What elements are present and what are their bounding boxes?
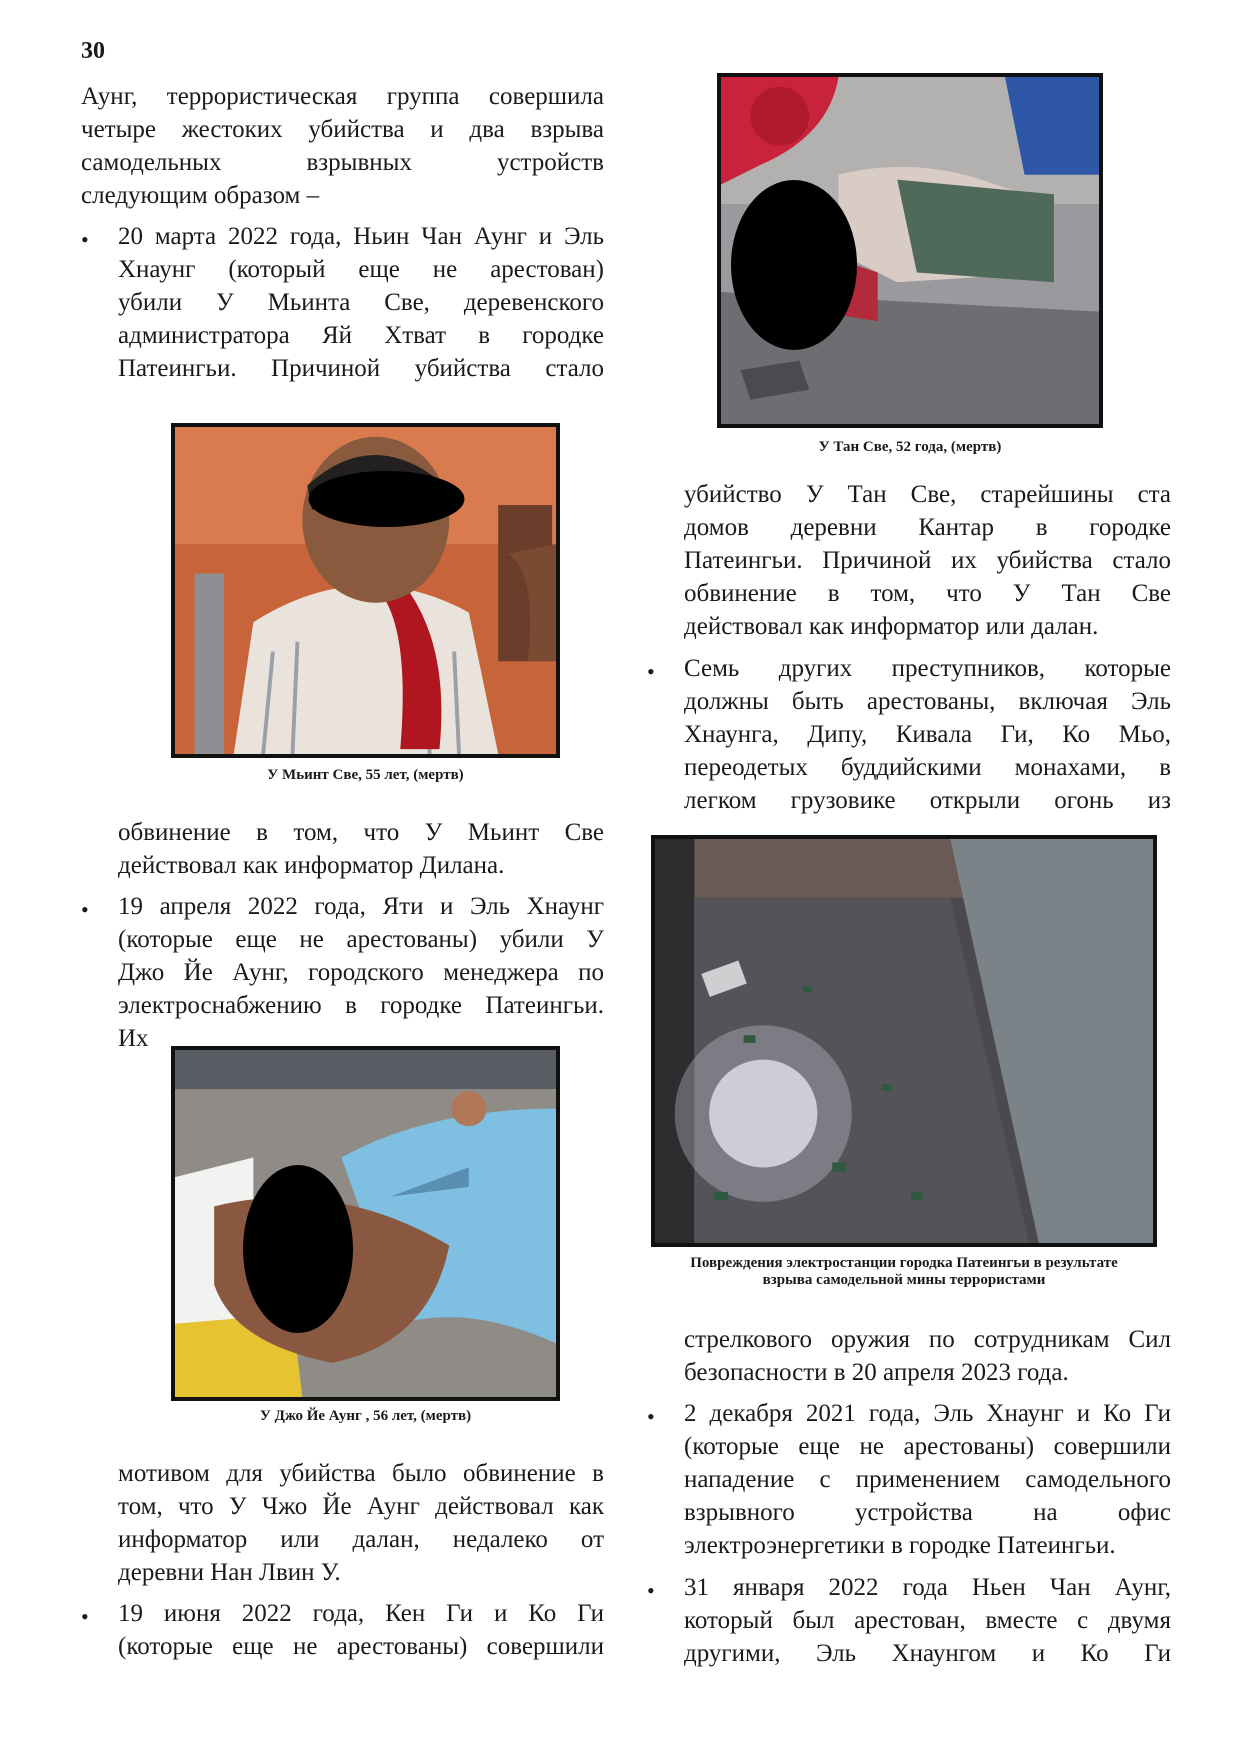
text-line: 31 января 2022 года Ньен Чан Аунг, (684, 1574, 1171, 1601)
text-line: Патеингьи. Причиной их убийства стало (684, 547, 1171, 574)
bullet-item-june-cont (684, 478, 1171, 643)
text-line: Джо Йе Аунг, городского менеджера по (118, 959, 604, 986)
text-line: 19 апреля 2022 года, Яти и Эль Хнаунг (118, 893, 604, 920)
bullet-item-seven (684, 652, 1171, 817)
text-line: домов деревни Кантар в городке (684, 514, 1171, 541)
caption-line: Повреждения электростанции городка Патеингьи в результате (690, 1255, 1118, 1271)
bullet-marker: • (647, 659, 655, 684)
caption-photo-2: У Джо Йе Аунг , 56 лет, (мертв) (259, 1408, 472, 1424)
caption-photo-3: У Тан Све, 52 года, (мертв) (818, 439, 1002, 455)
text-line: том, что У Чжо Йе Аунг действовал как (118, 1493, 604, 1520)
text-line: деревни Нан Лвин У. (118, 1559, 341, 1586)
text-line: Хнаунг (который еще не арестован) (118, 256, 604, 283)
text-line: должны быть арестованы, включая Эль (684, 688, 1171, 715)
text-line: 2 декабря 2021 года, Эль Хнаунг и Ко Ги (684, 1400, 1171, 1427)
text-line: (которые еще не арестованы) совершили (684, 1433, 1171, 1460)
text-line: Их (118, 1025, 149, 1052)
text-line: электроэнергетики в городке Патеингьи. (684, 1532, 1116, 1559)
victim-photo-2 (171, 1046, 560, 1401)
text-line: действовал как информатор или далан. (684, 613, 1099, 640)
text-line: взрывного устройства на офис (684, 1499, 1171, 1526)
text-line: который был арестован, вместе с двумя (684, 1607, 1171, 1634)
text-line: обвинение в том, что У Тан Све (684, 580, 1171, 607)
bullet-item-june (118, 1597, 604, 1663)
text-line: 19 июня 2022 года, Кен Ги и Ко Ги (118, 1600, 604, 1627)
text-line: (которые еще не арестованы) убили У (118, 926, 604, 953)
bullet-item-december (684, 1397, 1171, 1562)
bullet-marker: • (647, 1404, 655, 1429)
text-line: мотивом для убийства было обвинение в (118, 1460, 604, 1487)
text-line: электроснабжению в городке Патеингьи. (118, 992, 604, 1019)
caption-photo-1: У Мьинт Све, 55 лет, (мертв) (267, 767, 464, 783)
text-line: безопасности в 20 апреля 2023 года. (684, 1359, 1069, 1386)
damage-photo (651, 835, 1157, 1247)
caption-damage-photo (651, 1255, 1157, 1289)
text-line: действовал как информатор Дилана. (118, 852, 505, 879)
bullet-item-april (118, 890, 604, 1055)
text-line: обвинение в том, что У Мьинт Све (118, 819, 604, 846)
text-line: 20 марта 2022 года, Ньин Чан Аунг и Эль (118, 223, 604, 250)
text-line: другими, Эль Хнаунгом и Ко Ги (684, 1640, 1171, 1667)
bullet-item-seven-cont (684, 1323, 1171, 1389)
text-line: убийство У Тан Све, старейшины ста (684, 481, 1171, 508)
text-line: Аунг, террористическая группа совершила (81, 83, 604, 110)
caption-line: взрыва самодельной мины террористами (762, 1272, 1046, 1288)
text-line: следующим образом – (81, 182, 320, 209)
bullet-item-march (118, 220, 604, 385)
text-line: убили У Мьинта Све, деревенского (118, 289, 604, 316)
text-line: нападение с применением самодельного (684, 1466, 1171, 1493)
page-number: 30 (81, 38, 105, 64)
text-line: легком грузовике открыли огонь из (684, 787, 1171, 814)
victim-photo-3 (717, 73, 1103, 428)
text-line: информатор или далан, недалеко от (118, 1526, 604, 1553)
text-line: самодельных взрывных устройств (81, 149, 604, 176)
bullet-marker: • (81, 1604, 89, 1629)
text-line: Патеингьи. Причиной убийства стало (118, 355, 604, 382)
text-line: (которые еще не арестованы) совершили (118, 1633, 604, 1660)
bullet-marker: • (647, 1578, 655, 1603)
bullet-item-january (684, 1571, 1171, 1670)
text-line: переодетых буддийскими монахами, в (684, 754, 1171, 781)
text-line: стрелкового оружия по сотрудникам Сил (684, 1326, 1171, 1353)
text-line: четыре жестоких убийства и два взрыва (81, 116, 604, 143)
text-line: Семь других преступников, которые (684, 655, 1171, 682)
bullet-item-march-cont (118, 816, 604, 882)
text-line: администратора Яй Хтват в городке (118, 322, 604, 349)
bullet-marker: • (81, 227, 89, 252)
bullet-item-april-cont (118, 1457, 604, 1589)
intro-paragraph (81, 80, 604, 212)
victim-photo-1 (171, 423, 560, 758)
text-line: Хнаунга, Дипу, Кивала Ги, Ко Мьо, (684, 721, 1171, 748)
bullet-marker: • (81, 897, 89, 922)
